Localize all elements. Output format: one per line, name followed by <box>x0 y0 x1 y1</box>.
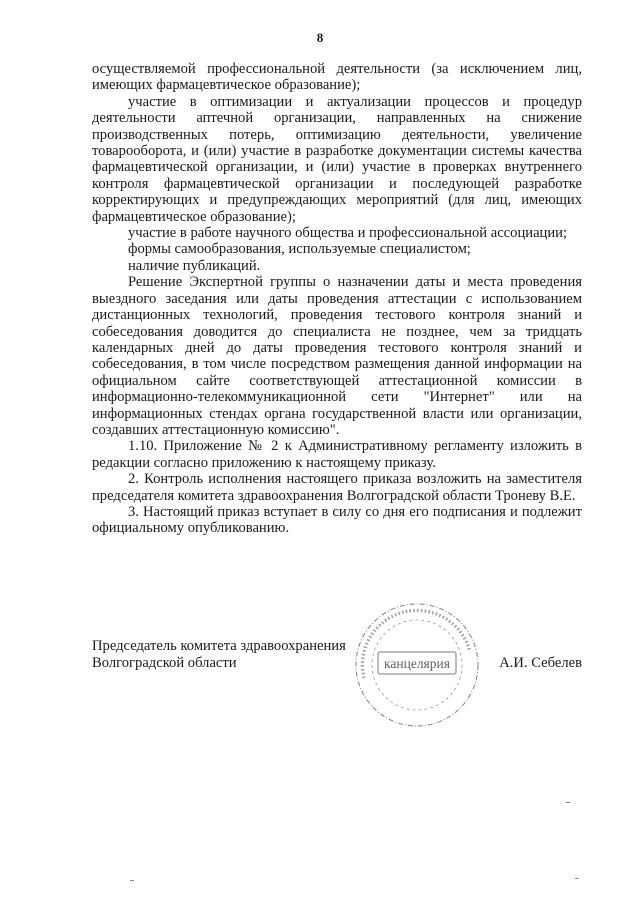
signature-block <box>92 638 582 718</box>
paragraph: наличие публикаций. <box>128 257 261 274</box>
signatory-region: Волгоградской области <box>92 655 237 671</box>
scan-speck <box>130 880 134 881</box>
stamp-center-text: канцелярия <box>384 656 450 671</box>
paragraph: формы самообразования, используемые специалистом; <box>128 241 471 258</box>
signatory-name: А.И. Себелев <box>499 655 582 671</box>
scan-speck <box>575 878 579 879</box>
signatory-title: Председатель комитета здравоохранения <box>92 638 346 654</box>
paragraph: 3. Настоящий приказ вступает в силу со дня его подписания и подлежит официальному опубликованию. <box>92 503 582 537</box>
paragraph: участие в работе научного общества и профессиональной ассоциации; <box>128 225 568 242</box>
paragraph: 2. Контроль исполнения настоящего приказа возложить на заместителя председателя комитета здравоохранения Волгоградской области Троневу В.Е. <box>92 471 582 504</box>
paragraph: Решение Экспертной группы о назначении даты и места проведения выездного заседания или даты проведения аттестации с использованием дистанционных технологий, проведения тестового контроля знаний и собеседования доводится до специалиста не позднее, чем за тридцать календарных дней до даты проведения тестового контроля знаний и собеседования, в том числе посредством размещения данной информации на официальном сайте соответствующей аттестационной комиссии в информационно-телекоммуникационной сети "Интернет" или на информационных стендах органа государственной власти или организации, создавших аттестационную комиссию". <box>92 274 582 438</box>
scan-speck <box>566 802 570 803</box>
paragraph: осуществляемой профессиональной деятельности (за исключением лиц, имеющих фармацевтическое образование); <box>92 61 582 94</box>
office-stamp <box>352 600 482 730</box>
paragraph: 1.10. Приложение № 2 к Административному регламенту изложить в редакции согласно приложению к настоящему приказу. <box>92 438 582 471</box>
paragraph: участие в оптимизации и актуализации процессов и процедур деятельности аптечной организации, направленных на снижение производственных потерь, оптимизацию деятельности, увеличение товарооборота, и (или) участие в разработке документации системы качества фармацевтической организации, и (или) участие в проверках внутреннего контроля фармацевтической организации и последующей разработке корректирующих и предупреждающих мероприятий (для лиц, имеющих фармацевтическое образование); <box>92 93 582 225</box>
document-body <box>92 61 582 537</box>
page-number: 8 <box>316 30 324 45</box>
